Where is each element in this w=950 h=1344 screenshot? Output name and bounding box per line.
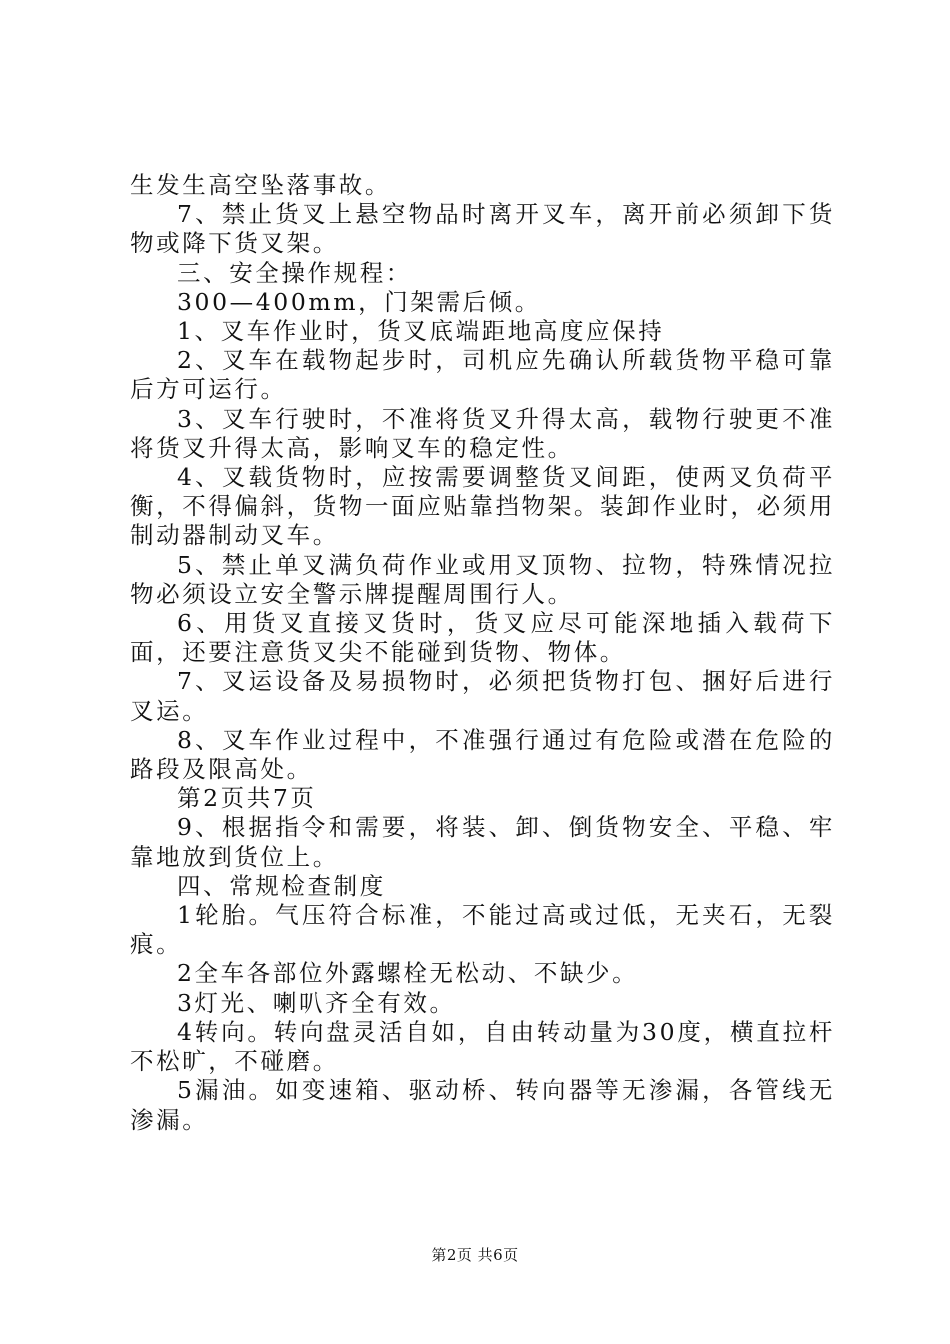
paragraph-procedure-6: 6、用货叉直接叉货时，货叉应尽可能深地插入载荷下面，还要注意货叉尖不能碰到货物、物体。 xyxy=(130,609,835,667)
section-heading-safety-procedures: 三、安全操作规程： xyxy=(177,258,412,287)
paragraph-inspection-2: 2全车各部位外露螺栓无松动、不缺少。 xyxy=(177,959,639,988)
paragraph-rule-7: 7、禁止货叉上悬空物品时离开叉车，离开前必须卸下货物或降下货叉架。 xyxy=(130,200,835,258)
document-body xyxy=(130,171,835,1135)
paragraph-continuation: 生发生高空坠落事故。 xyxy=(130,171,391,199)
paragraph-procedure-5: 5、禁止单叉满负荷作业或用叉顶物、拉物，特殊情况拉物必须设立安全警示牌提醒周围行人。 xyxy=(130,550,835,608)
paragraph-procedure-8: 8、叉车作业过程中，不准强行通过有危险或潜在危险的路段及限高处。 xyxy=(130,725,835,784)
paragraph-procedure-2: 2、叉车在载物起步时，司机应先确认所载货物平稳可靠后方可运行。 xyxy=(130,346,835,404)
paragraph-procedure-9: 9、根据指令和需要，将装、卸、倒货物安全、平稳、牢靠地放到货位上。 xyxy=(130,813,835,871)
section-heading-inspection: 四、常规检查制度 xyxy=(177,871,386,900)
paragraph-inspection-5: 5漏油。如变速箱、驱动桥、转向器等无渗漏，各管线无渗漏。 xyxy=(130,1076,835,1134)
paragraph-inspection-4: 4转向。转向盘灵活自如，自由转动量为30度，横直拉杆不松旷，不碰磨。 xyxy=(130,1017,835,1076)
paragraph-inspection-1: 1轮胎。气压符合标准，不能过高或过低，无夹石，无裂痕。 xyxy=(130,901,835,959)
page-footer: 第2页 共6页 xyxy=(431,1246,519,1264)
paragraph-procedure-7: 7、叉运设备及易损物时，必须把货物打包、捆好后进行叉运。 xyxy=(130,667,835,725)
paragraph-procedure-1: 1、叉车作业时，货叉底端距地高度应保持 xyxy=(177,317,665,346)
paragraph-procedure-3: 3、叉车行驶时，不准将货叉升得太高，载物行驶更不准将货叉升得太高，影响叉车的稳定性。 xyxy=(130,404,835,462)
paragraph-inspection-3: 3灯光、喇叭齐全有效。 xyxy=(177,988,456,1017)
paragraph-fork-height: 300—400mm，门架需后倾。 xyxy=(177,287,541,316)
paragraph-procedure-4: 4、叉载货物时，应按需要调整货叉间距，使两叉负荷平衡，不得偏斜，货物一面应贴靠挡物架。装卸作业时，必须用制动器制动叉车。 xyxy=(130,463,835,550)
inline-page-marker: 第2页共7页 xyxy=(177,784,317,813)
